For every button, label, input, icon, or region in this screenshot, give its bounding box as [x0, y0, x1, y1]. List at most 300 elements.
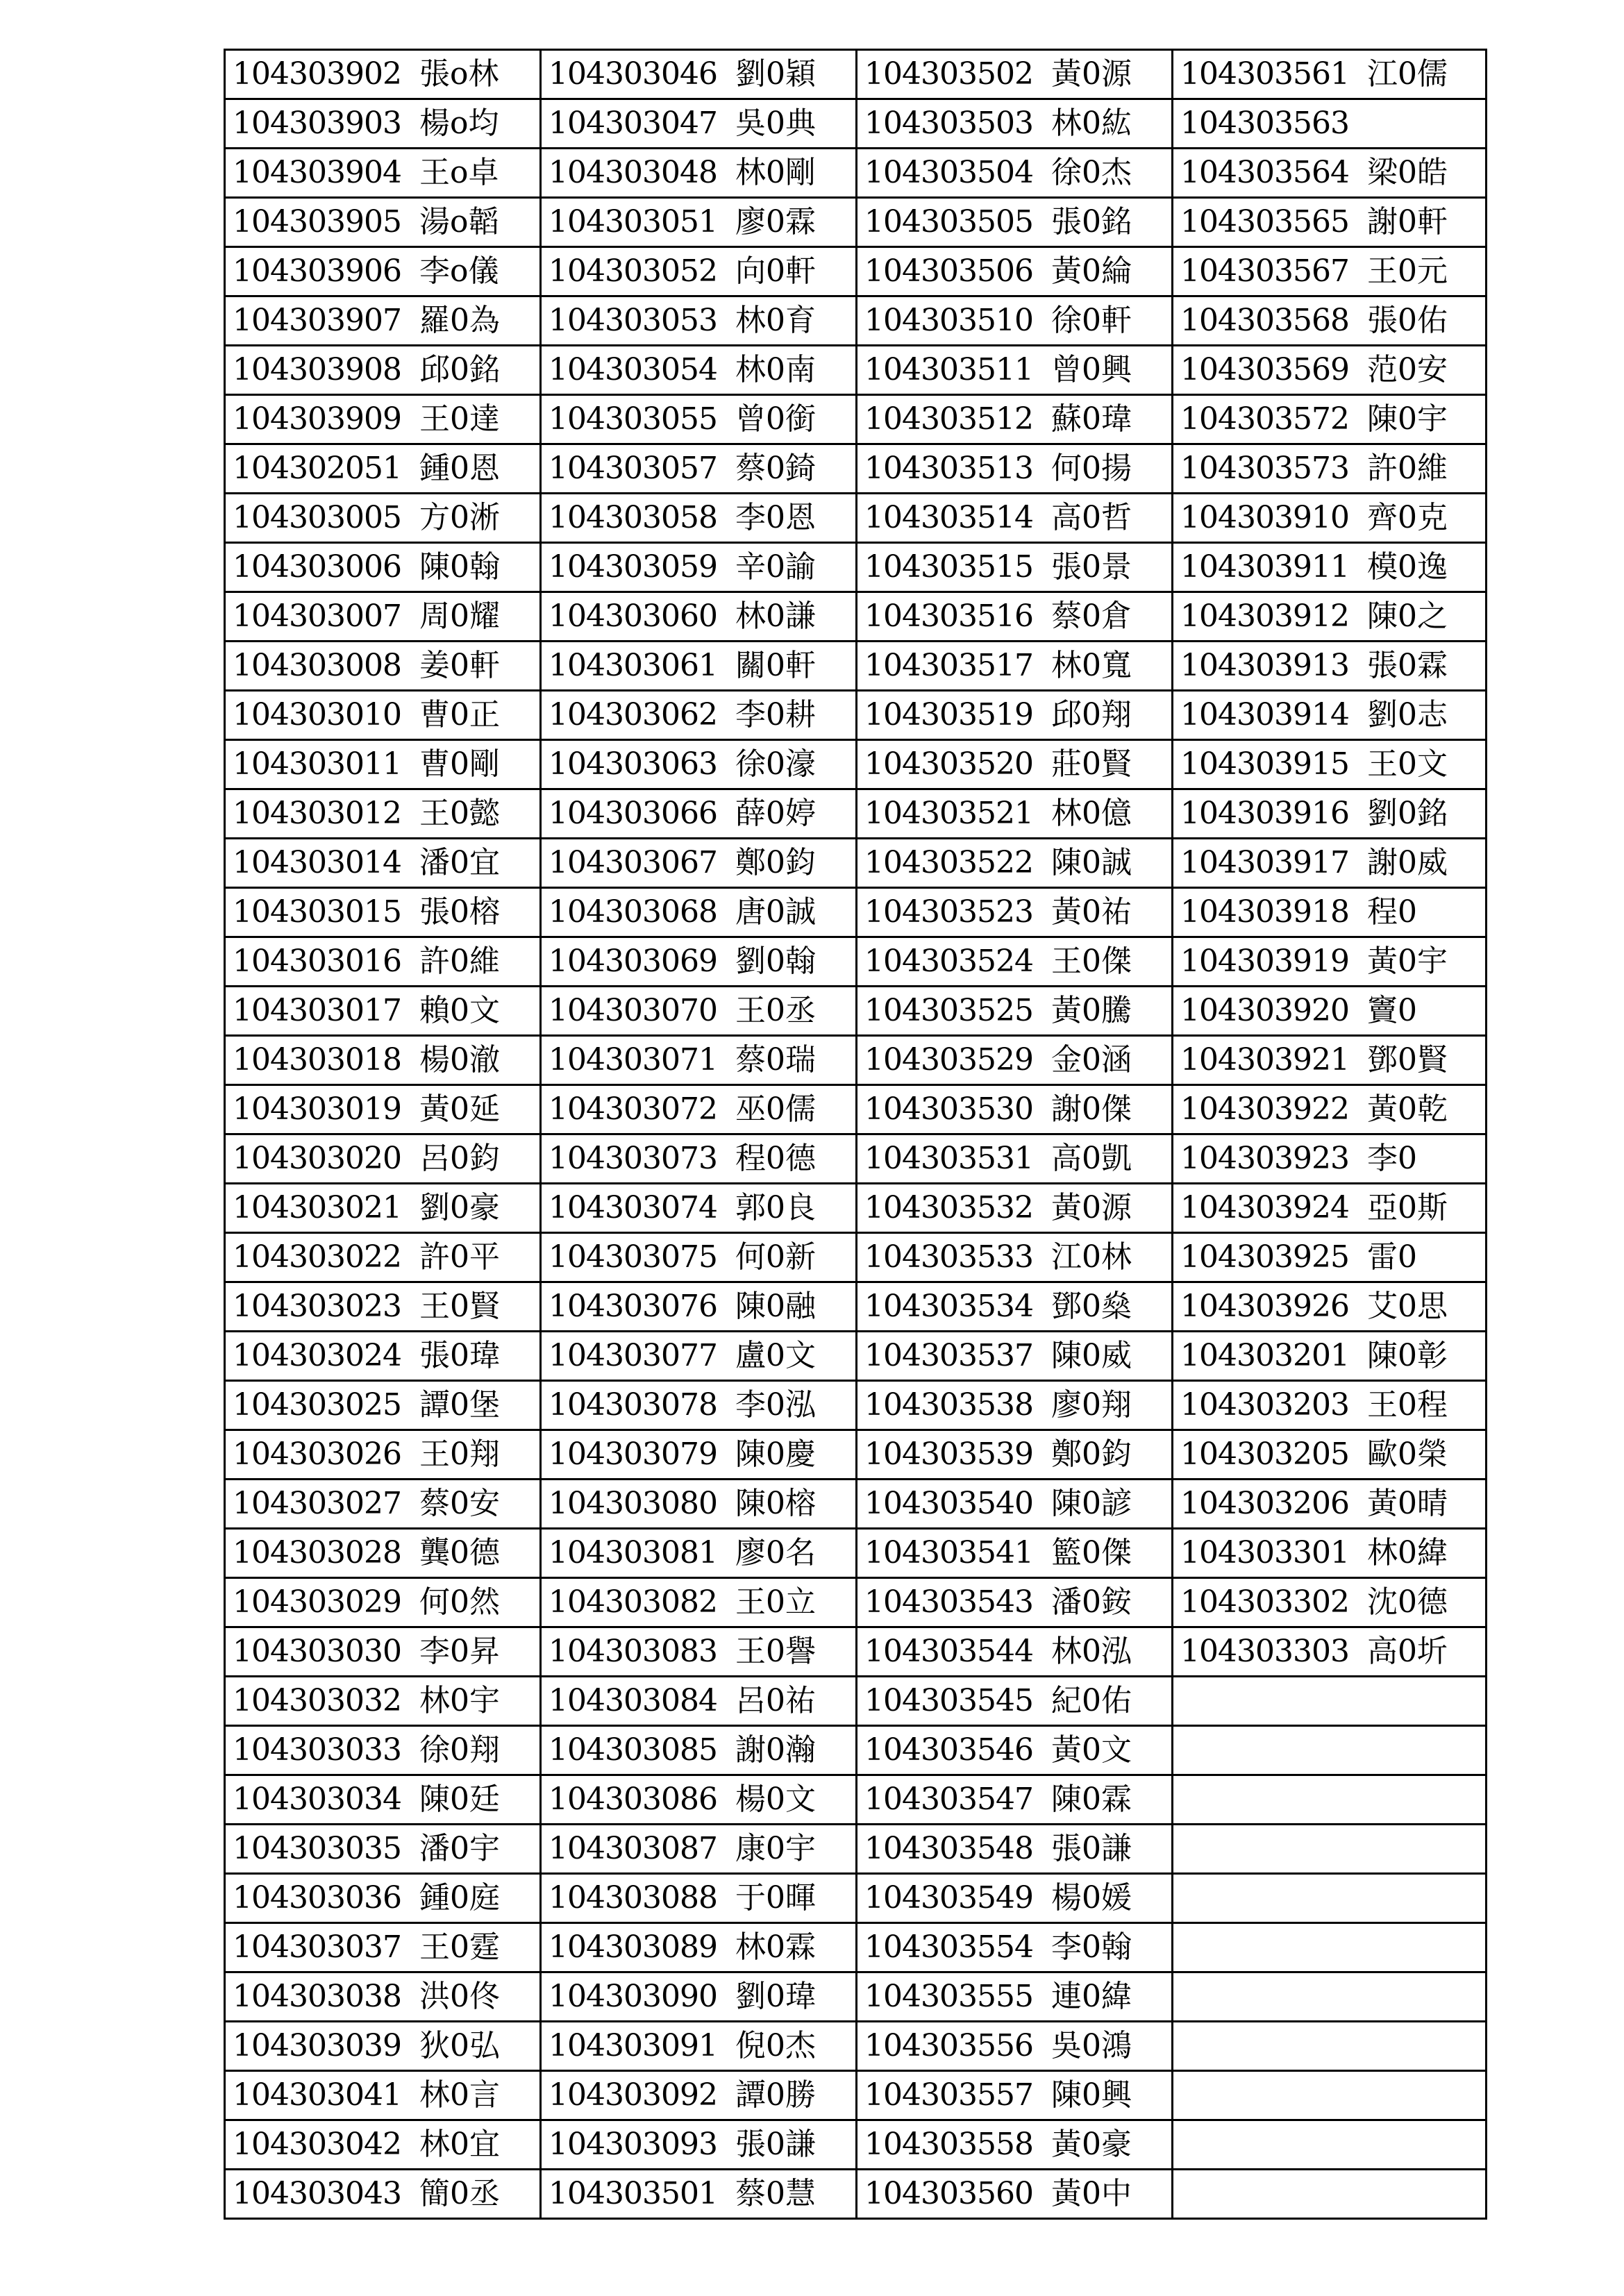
student-id: 104303047	[549, 106, 717, 141]
table-row	[225, 346, 1487, 395]
student-id: 104303907	[233, 303, 401, 338]
student-name: 范0安	[1366, 352, 1448, 387]
student-id: 104303510	[864, 303, 1033, 338]
student-name: 黃0豪	[1050, 2127, 1132, 2162]
roster-cell	[225, 1627, 541, 1677]
student-id: 104303092	[549, 2077, 717, 2113]
roster-cell	[1173, 839, 1487, 888]
table-row	[225, 740, 1487, 789]
student-id: 104303554	[864, 1929, 1033, 1965]
student-id: 104303052	[549, 253, 717, 289]
student-name: 黃0文	[1050, 1732, 1132, 1768]
roster-cell	[225, 2022, 541, 2071]
roster-cell	[225, 1480, 541, 1529]
roster-cell	[1173, 1134, 1487, 1184]
student-id: 104303006	[233, 549, 401, 585]
student-name: 廖0名	[735, 1535, 816, 1570]
roster-cell	[541, 543, 857, 592]
student-id: 104303926	[1180, 1289, 1349, 1324]
student-id: 104303038	[233, 1979, 401, 2014]
table-row	[225, 1775, 1487, 1825]
student-id: 104303029	[233, 1584, 401, 1620]
student-name: 倪0杰	[735, 2028, 816, 2063]
table-row	[225, 1726, 1487, 1775]
student-id: 104303505	[864, 204, 1033, 240]
student-name: 巫0儒	[735, 1091, 816, 1127]
student-name: 許0平	[419, 1239, 500, 1275]
student-id: 104303030	[233, 1634, 401, 1669]
student-id: 104303533	[864, 1239, 1033, 1275]
student-id: 104303548	[864, 1831, 1033, 1866]
student-name: 邱0銘	[419, 352, 500, 387]
student-id: 104303540	[864, 1486, 1033, 1521]
student-name: 齊0克	[1366, 500, 1448, 535]
roster-cell	[1173, 592, 1487, 642]
student-id: 104303036	[233, 1880, 401, 1916]
student-id: 104303547	[864, 1782, 1033, 1817]
student-name: 陳0宇	[1366, 401, 1448, 437]
student-id: 104303541	[864, 1535, 1033, 1570]
student-id: 104303046	[549, 56, 717, 92]
roster-cell	[225, 1036, 541, 1085]
student-name: 薛0婷	[735, 796, 816, 831]
roster-cell	[857, 839, 1173, 888]
roster-cell	[541, 2170, 857, 2219]
student-id: 104303057	[549, 451, 717, 486]
roster-cell	[225, 543, 541, 592]
student-id: 104303039	[233, 2028, 401, 2063]
student-name: 陳0之	[1366, 598, 1448, 634]
table-row	[225, 2170, 1487, 2219]
roster-cell	[541, 99, 857, 149]
roster-cell	[1173, 740, 1487, 789]
roster-cell	[541, 642, 857, 691]
roster-cell	[1173, 149, 1487, 198]
student-id: 104303011	[233, 746, 401, 782]
roster-cell	[857, 494, 1173, 543]
student-name: 劉0志	[1366, 697, 1448, 732]
student-name: 黃0宇	[1366, 944, 1448, 979]
roster-cell	[541, 1677, 857, 1726]
student-name: 雷0	[1366, 1239, 1417, 1275]
roster-cell	[225, 99, 541, 149]
student-name: 賴0文	[419, 993, 500, 1028]
student-id: 104303075	[549, 1239, 717, 1275]
table-row	[225, 2022, 1487, 2071]
roster-cell	[1173, 937, 1487, 987]
roster-cell	[1173, 99, 1487, 149]
roster-cell	[225, 149, 541, 198]
student-name: 黃0乾	[1366, 1091, 1448, 1127]
table-row	[225, 1874, 1487, 1923]
student-id: 104303906	[233, 253, 401, 289]
roster-cell	[541, 1627, 857, 1677]
roster-cell	[1173, 494, 1487, 543]
student-name: 王0程	[1366, 1387, 1448, 1423]
student-id: 104303058	[549, 500, 717, 535]
student-name: 于0暉	[735, 1880, 816, 1916]
table-row	[225, 296, 1487, 346]
student-id: 104303035	[233, 1831, 401, 1866]
table-row	[225, 1480, 1487, 1529]
table-row	[225, 247, 1487, 296]
roster-cell	[541, 296, 857, 346]
student-id: 104303543	[864, 1584, 1033, 1620]
student-name: 王0傑	[1050, 944, 1132, 979]
student-id: 104303027	[233, 1486, 401, 1521]
student-name: 莊0賢	[1050, 746, 1132, 782]
student-id: 104303538	[864, 1387, 1033, 1423]
roster-cell	[1173, 2022, 1487, 2071]
student-name: 鄧0燊	[1050, 1289, 1132, 1324]
roster-cell	[225, 247, 541, 296]
roster-cell	[1173, 543, 1487, 592]
student-id: 104303071	[549, 1042, 717, 1078]
roster-cell	[857, 1480, 1173, 1529]
roster-cell	[225, 50, 541, 99]
student-id: 104303033	[233, 1732, 401, 1768]
roster-cell	[225, 2170, 541, 2219]
roster-cell	[225, 1332, 541, 1381]
student-name: 張o林	[419, 56, 499, 92]
student-name: 郭0良	[735, 1190, 816, 1225]
student-id: 104303070	[549, 993, 717, 1028]
student-id: 104303515	[864, 549, 1033, 585]
roster-cell	[857, 1282, 1173, 1332]
roster-cell	[225, 1578, 541, 1627]
table-row	[225, 99, 1487, 149]
student-id: 104303519	[864, 697, 1033, 732]
student-name: 何0然	[419, 1584, 500, 1620]
student-id: 104303017	[233, 993, 401, 1028]
student-name: 李0耕	[735, 697, 816, 732]
roster-cell	[225, 2120, 541, 2170]
student-id: 104303018	[233, 1042, 401, 1078]
table-row	[225, 1677, 1487, 1726]
student-id: 104303014	[233, 845, 401, 880]
student-name: 黃0延	[419, 1091, 500, 1127]
roster-cell	[1173, 1775, 1487, 1825]
student-name: 潘0宇	[419, 1831, 500, 1866]
student-id: 104303032	[233, 1683, 401, 1718]
roster-cell	[1173, 296, 1487, 346]
student-name: 鍾0庭	[419, 1880, 500, 1916]
roster-cell	[541, 1430, 857, 1480]
student-id: 104303546	[864, 1732, 1033, 1768]
roster-cell	[857, 1627, 1173, 1677]
roster-cell	[541, 2120, 857, 2170]
student-id: 104303572	[1180, 401, 1349, 437]
student-id: 104303517	[864, 648, 1033, 683]
student-name: 譚0勝	[735, 2077, 816, 2113]
student-name: 陳0彰	[1366, 1338, 1448, 1373]
student-id: 104303091	[549, 2028, 717, 2063]
student-name: 陳0誠	[1050, 845, 1132, 880]
student-id: 104303502	[864, 56, 1033, 92]
student-name: 楊0澈	[419, 1042, 500, 1078]
roster-cell	[225, 1529, 541, 1578]
table-row	[225, 543, 1487, 592]
student-name: 王0譽	[735, 1634, 816, 1669]
student-id: 104303525	[864, 993, 1033, 1028]
roster-cell	[857, 1825, 1173, 1874]
roster-cell	[1173, 2170, 1487, 2219]
student-name: 吳0鴻	[1050, 2028, 1132, 2063]
table-row	[225, 1233, 1487, 1282]
student-name: 何0新	[735, 1239, 816, 1275]
student-name: 陳0融	[735, 1289, 816, 1324]
student-id: 104303537	[864, 1338, 1033, 1373]
student-id: 104303568	[1180, 303, 1349, 338]
student-id: 104303063	[549, 746, 717, 782]
roster-cell	[857, 149, 1173, 198]
roster-cell	[857, 642, 1173, 691]
student-name: 王0賢	[419, 1289, 500, 1324]
student-id: 104303558	[864, 2127, 1033, 2162]
roster-cell	[225, 839, 541, 888]
student-name: 黃0晴	[1366, 1486, 1448, 1521]
student-name: 方0淅	[419, 500, 500, 535]
roster-cell	[857, 1972, 1173, 2022]
roster-cell	[857, 2022, 1173, 2071]
student-name: 吳0典	[735, 106, 816, 141]
roster-cell	[541, 1036, 857, 1085]
roster-cell	[225, 1085, 541, 1134]
student-roster-table	[224, 49, 1487, 2220]
roster-cell	[1173, 1480, 1487, 1529]
student-id: 104303054	[549, 352, 717, 387]
student-id: 104303206	[1180, 1486, 1349, 1521]
roster-cell	[541, 937, 857, 987]
table-row	[225, 1627, 1487, 1677]
student-name: 黃0綸	[1050, 253, 1132, 289]
roster-cell	[225, 1430, 541, 1480]
student-id: 104303565	[1180, 204, 1349, 240]
student-id: 104303913	[1180, 648, 1349, 683]
student-id: 104303911	[1180, 549, 1349, 585]
student-name: 林0謙	[735, 598, 816, 634]
roster-cell	[541, 444, 857, 494]
student-id: 104303555	[864, 1979, 1033, 2014]
student-name: 湯o韜	[419, 204, 499, 240]
table-row	[225, 494, 1487, 543]
student-id: 104303514	[864, 500, 1033, 535]
roster-cell	[225, 642, 541, 691]
roster-cell	[541, 888, 857, 937]
student-name: 曾0銜	[735, 401, 816, 437]
table-row	[225, 592, 1487, 642]
roster-cell	[857, 1430, 1173, 1480]
student-id: 104303090	[549, 1979, 717, 2014]
roster-cell	[857, 1677, 1173, 1726]
table-row	[225, 1381, 1487, 1430]
roster-cell	[225, 444, 541, 494]
roster-cell	[1173, 987, 1487, 1036]
student-id: 104303905	[233, 204, 401, 240]
student-name: 王0達	[419, 401, 500, 437]
student-name: 徐0軒	[1050, 303, 1132, 338]
student-id: 104303903	[233, 106, 401, 141]
student-id: 104303302	[1180, 1584, 1349, 1620]
student-name: 李0	[1366, 1141, 1417, 1176]
roster-cell	[857, 1381, 1173, 1430]
student-id: 104303024	[233, 1338, 401, 1373]
student-name: 連0緯	[1050, 1979, 1132, 2014]
roster-cell	[541, 1085, 857, 1134]
roster-cell	[225, 395, 541, 444]
student-name: 潘0宜	[419, 845, 500, 880]
student-name: 呂0鈞	[419, 1141, 500, 1176]
student-name: 李0恩	[735, 500, 816, 535]
roster-cell	[857, 1233, 1173, 1282]
student-id: 104302051	[233, 451, 401, 486]
student-name: 何0揚	[1050, 451, 1132, 486]
student-name: 林0宜	[419, 2127, 500, 2162]
roster-cell	[1173, 1627, 1487, 1677]
student-name: 許0維	[419, 944, 500, 979]
roster-cell	[857, 2120, 1173, 2170]
table-row	[225, 987, 1487, 1036]
student-name: 王o卓	[419, 155, 499, 190]
student-name: 模0逸	[1366, 549, 1448, 585]
roster-cell	[1173, 2071, 1487, 2120]
student-id: 104303532	[864, 1190, 1033, 1225]
roster-cell	[1173, 198, 1487, 247]
roster-cell	[225, 1134, 541, 1184]
roster-cell	[225, 1972, 541, 2022]
roster-cell	[225, 1726, 541, 1775]
roster-cell	[541, 1480, 857, 1529]
roster-cell	[225, 1923, 541, 1972]
student-id: 104303303	[1180, 1634, 1349, 1669]
student-id: 104303503	[864, 106, 1033, 141]
roster-cell	[857, 1775, 1173, 1825]
roster-cell	[857, 1874, 1173, 1923]
student-name: 陳0翰	[419, 549, 500, 585]
student-name: 蔡0慧	[735, 2176, 816, 2211]
student-name: 李0泓	[735, 1387, 816, 1423]
student-id: 104303564	[1180, 155, 1349, 190]
roster-cell	[1173, 1972, 1487, 2022]
roster-cell	[857, 2170, 1173, 2219]
student-id: 104303563	[1180, 106, 1349, 141]
roster-cell	[541, 1529, 857, 1578]
roster-cell	[857, 1923, 1173, 1972]
roster-cell	[857, 346, 1173, 395]
student-id: 104303915	[1180, 746, 1349, 782]
roster-cell	[857, 1332, 1173, 1381]
student-id: 104303059	[549, 549, 717, 585]
roster-cell	[225, 1184, 541, 1233]
student-id: 104303301	[1180, 1535, 1349, 1570]
roster-cell	[1173, 395, 1487, 444]
table-row	[225, 395, 1487, 444]
student-id: 104303078	[549, 1387, 717, 1423]
roster-cell	[1173, 888, 1487, 937]
student-id: 104303062	[549, 697, 717, 732]
student-id: 104303573	[1180, 451, 1349, 486]
table-row	[225, 839, 1487, 888]
student-id: 104303534	[864, 1289, 1033, 1324]
roster-cell	[225, 592, 541, 642]
student-id: 104303084	[549, 1683, 717, 1718]
roster-cell	[541, 1923, 857, 1972]
roster-cell	[541, 1381, 857, 1430]
student-id: 104303012	[233, 796, 401, 831]
student-id: 104303560	[864, 2176, 1033, 2211]
student-name: 洪0佟	[419, 1979, 500, 2014]
student-name: 艾0思	[1366, 1289, 1448, 1324]
student-id: 104303569	[1180, 352, 1349, 387]
student-name: 林0緯	[1366, 1535, 1448, 1570]
roster-cell	[1173, 1036, 1487, 1085]
student-id: 104303203	[1180, 1387, 1349, 1423]
student-name: 黃0源	[1050, 1190, 1132, 1225]
roster-cell	[225, 494, 541, 543]
roster-cell	[541, 740, 857, 789]
student-id: 104303921	[1180, 1042, 1349, 1078]
student-name: 陳0諺	[1050, 1486, 1132, 1521]
student-id: 104303524	[864, 944, 1033, 979]
roster-cell	[225, 346, 541, 395]
roster-cell	[225, 1677, 541, 1726]
roster-cell	[857, 888, 1173, 937]
student-name: 李o儀	[419, 253, 499, 289]
student-id: 104303072	[549, 1091, 717, 1127]
table-row	[225, 888, 1487, 937]
student-id: 104303048	[549, 155, 717, 190]
table-row	[225, 1430, 1487, 1480]
student-id: 104303087	[549, 1831, 717, 1866]
student-name: 金0涵	[1050, 1042, 1132, 1078]
roster-cell	[857, 198, 1173, 247]
roster-cell	[225, 1874, 541, 1923]
student-name: 張0銘	[1050, 204, 1132, 240]
student-id: 104303041	[233, 2077, 401, 2113]
student-name: 徐0翔	[419, 1732, 500, 1768]
student-name: 蘇0瑋	[1050, 401, 1132, 437]
student-id: 104303545	[864, 1683, 1033, 1718]
table-row	[225, 149, 1487, 198]
roster-cell	[225, 888, 541, 937]
student-name: 王0懿	[419, 796, 500, 831]
student-name: 陳0慶	[735, 1436, 816, 1472]
student-name: 陳0廷	[419, 1782, 500, 1817]
roster-cell	[857, 99, 1173, 149]
table-row	[225, 2071, 1487, 2120]
student-name: 盧0文	[735, 1338, 816, 1373]
student-id: 104303914	[1180, 697, 1349, 732]
student-name: 林0霖	[735, 1929, 816, 1965]
roster-body	[225, 50, 1487, 2219]
student-name: 唐0誠	[735, 894, 816, 930]
student-id: 104303916	[1180, 796, 1349, 831]
roster-cell	[541, 247, 857, 296]
student-id: 104303019	[233, 1091, 401, 1127]
student-name: 歐0榮	[1366, 1436, 1448, 1472]
student-id: 104303055	[549, 401, 717, 437]
table-row	[225, 1332, 1487, 1381]
student-name: 鄭0鈞	[735, 845, 816, 880]
roster-cell	[1173, 1332, 1487, 1381]
student-name: 李0昇	[419, 1634, 500, 1669]
student-name: 高0凱	[1050, 1141, 1132, 1176]
table-row	[225, 1134, 1487, 1184]
roster-cell	[541, 1726, 857, 1775]
student-id: 104303008	[233, 648, 401, 683]
student-id: 104303917	[1180, 845, 1349, 880]
student-name: 周0耀	[419, 598, 500, 634]
